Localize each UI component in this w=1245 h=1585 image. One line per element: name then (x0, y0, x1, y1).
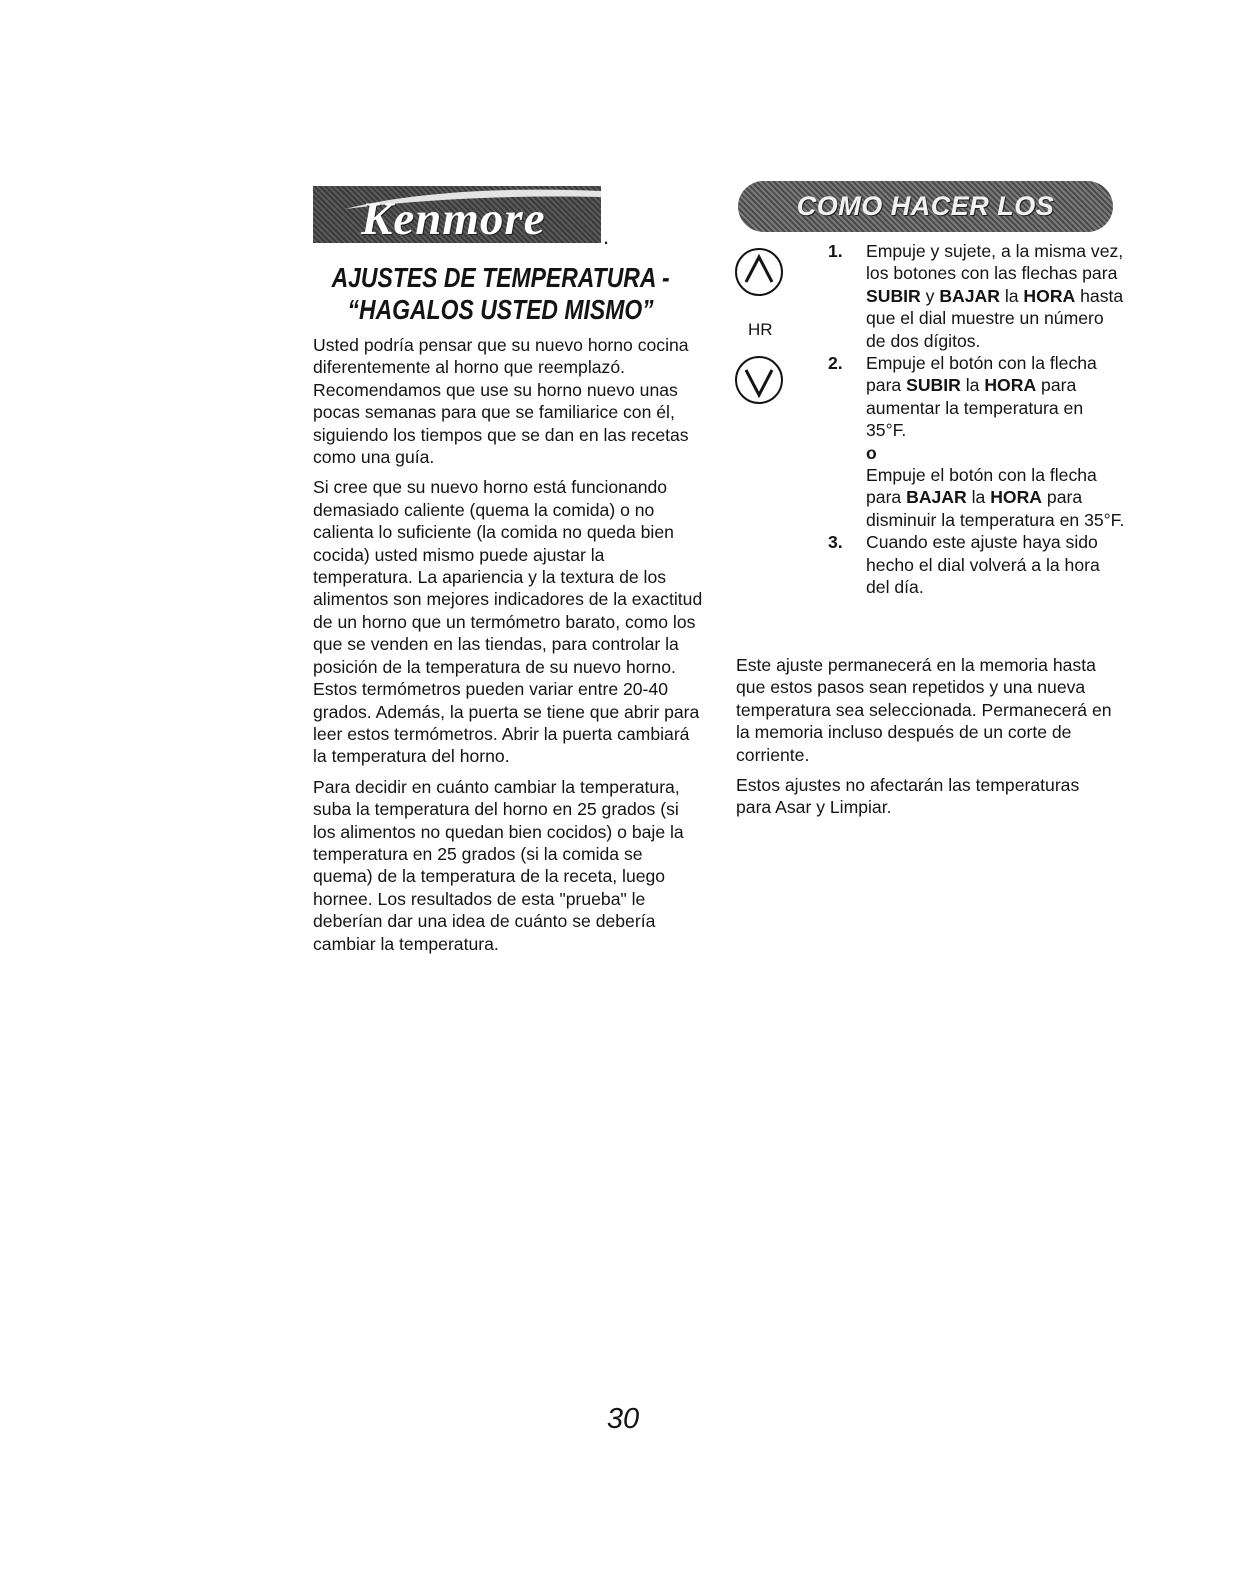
step-1 (828, 240, 1128, 352)
section-title (312, 262, 689, 326)
step-text: para disminuir la temperatura en 35°F. (866, 487, 1125, 530)
step-3 (828, 531, 1128, 598)
step-text: hasta que el dial muestre un número de dos dígitos. (866, 285, 1124, 351)
bold-text: HORA (990, 487, 1043, 508)
step-text: Empuje el botón con la flecha para (866, 353, 1097, 396)
step-text: la (960, 375, 985, 396)
kenmore-logo (313, 183, 613, 249)
banner-text: COMO HACER LOS (796, 191, 1055, 221)
step-text: la (999, 285, 1024, 306)
bold-text: BAJAR (939, 285, 1000, 306)
right-body (736, 654, 1116, 827)
step-text: para aumentar la temperatura en 35°F. (866, 375, 1084, 441)
step-text: la (966, 487, 991, 508)
bold-text: HORA (984, 375, 1037, 396)
step-text: Empuje el botón con la flecha para (866, 465, 1097, 508)
bold-text: SUBIR (906, 375, 961, 396)
title-line-2: “HAGALOS USTED MISMO” (347, 294, 654, 325)
logo-wordmark: Kenmore (361, 193, 546, 245)
left-body (313, 334, 705, 963)
down-arrow-icon (734, 355, 784, 405)
page-number: 30 (606, 1403, 640, 1435)
or-separator: o (866, 442, 877, 463)
up-arrow-icon (734, 247, 784, 297)
step-number: 2. (828, 353, 843, 374)
paragraph: Este ajuste permanecerá en la memoria hasta que estos pasos sean repetidos y una nueva temperatura sea seleccionada. Permanecerá en la memoria incluso después de un corte de corriente. (736, 655, 1112, 765)
title-line-1: AJUSTES DE TEMPERATURA - (331, 262, 670, 293)
bold-text: BAJAR (906, 487, 967, 508)
paragraph: Si cree que su nuevo horno está funcionando demasiado caliente (quema la comida) o no calienta lo suficiente (la comida no queda bien cocida) usted mismo puede ajustar la temperatura. La apariencia y la textura de los alimentos son mejores indicadores de la exactitud de un horno que un termómetro barato, como los que se venden en las tiendas, para controlar la posición de la temperatura de su nuevo horno. Estos termómetros pueden variar entre 20-40 grados. Además, la puerta se tiene que abrir para leer estos termómetros. Abrir la puerta cambiará la temperatura del horno. (313, 477, 703, 767)
paragraph: Para decidir en cuánto cambiar la temperatura, suba la temperatura del horno en 25 grados (si los alimentos no quedan bien cocidos) o baje la temperatura en 25 grados (si la comida se quema) de la temperatura de la receta, luego hornee. Los resultados de esta "prueba" le deberían dar una idea de cuánto se debería cambiar la temperatura. (313, 776, 684, 954)
step-2 (828, 352, 1128, 531)
paragraph: Usted podría pensar que su nuevo horno cocina diferentemente al horno que reemplazó. Recomendamos que use su horno nuevo unas pocas semanas para que se familiarice con él, siguiendo los tiempos que se dan en las recetas como una guía. (313, 335, 689, 468)
logo-dot: . (603, 224, 610, 249)
bold-text: SUBIR (866, 285, 921, 306)
step-text: Cuando este ajuste haya sido hecho el dial volverá a la hora del día. (866, 532, 1100, 598)
step-text: y (920, 285, 940, 306)
section-banner (738, 181, 1113, 232)
steps-list (828, 240, 1128, 599)
step-number: 1. (828, 241, 843, 261)
bold-text: HORA (1023, 285, 1076, 306)
step-number: 3. (828, 532, 843, 553)
hr-label: HR (748, 320, 773, 339)
step-text: Empuje y sujete, a la misma vez, los botones con las flechas para (866, 241, 1124, 284)
paragraph: Estos ajustes no afectarán las temperaturas para Asar y Limpiar. (736, 775, 1080, 818)
